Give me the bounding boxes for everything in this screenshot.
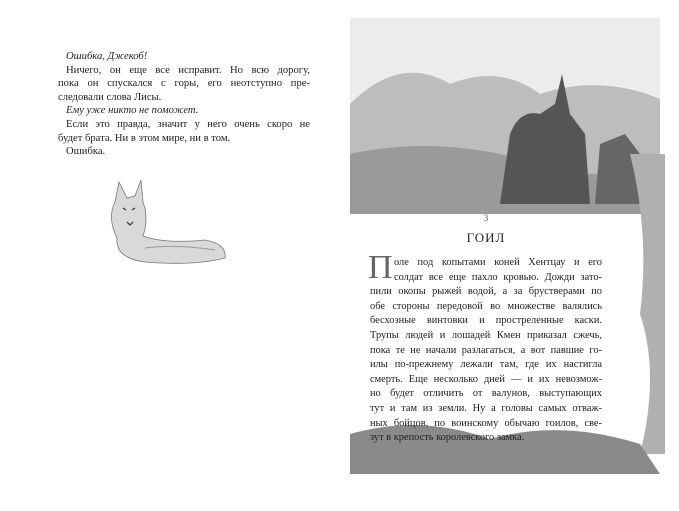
chapter-number: 3 (483, 213, 489, 223)
text-line: будет брата. Ни в этом мире, ни в том. (58, 132, 231, 144)
text-line: Ему уже никто не поможет. (66, 105, 199, 117)
text-line: оле под копытами коней Хентцау и его (394, 257, 602, 268)
text-line: пили окопы рыжей водой, а за брустверами по (370, 286, 602, 298)
text-line: бесхозные винтовки и простреленные каски. (370, 315, 602, 327)
drop-cap: П (368, 249, 393, 286)
text-line: тут и там из земли. Ну а головы самых отваж- (370, 402, 602, 414)
text-line: следовали слова Лисы. (58, 91, 162, 103)
text-line: илы по-прежнему лежали там, где их настигла (370, 359, 602, 371)
text-line: Трупы людей и лошадей Кмен приказал сжечь, (370, 329, 602, 341)
text-line: солдат все еще пахло кровью. Дожди зато- (394, 271, 602, 283)
text-line: Если это правда, значит у него очень скоро не (66, 118, 310, 130)
text-line: пока он спускался с горы, его неотступно пре- (58, 78, 310, 90)
text-line: обе стороны передовой во множестве валялись (370, 300, 602, 312)
text-line: зут в крепость королевского замка. (370, 432, 525, 444)
text-line: пока те не начали разлагаться, а вот павшие го- (370, 344, 602, 356)
text-line: Ничего, он еще все исправит. Но всю дорогу, (66, 64, 310, 76)
chapter-text (368, 249, 602, 446)
left-page-text (58, 50, 310, 159)
text-line: смерть. Еще несколько дней — и их невозмож- (370, 373, 602, 385)
fox-illustration (105, 178, 230, 268)
text-line: ных бойцов, по воинскому обычаю гоилов, све- (370, 417, 602, 429)
chapter-title: ГОИЛ (466, 230, 506, 245)
text-line: Ошибка. (66, 146, 106, 158)
text-line: Ошибка, Джекоб! (66, 51, 148, 62)
text-line: но будет отличить от валунов, выступающих (370, 388, 602, 400)
right-page (340, 0, 679, 511)
